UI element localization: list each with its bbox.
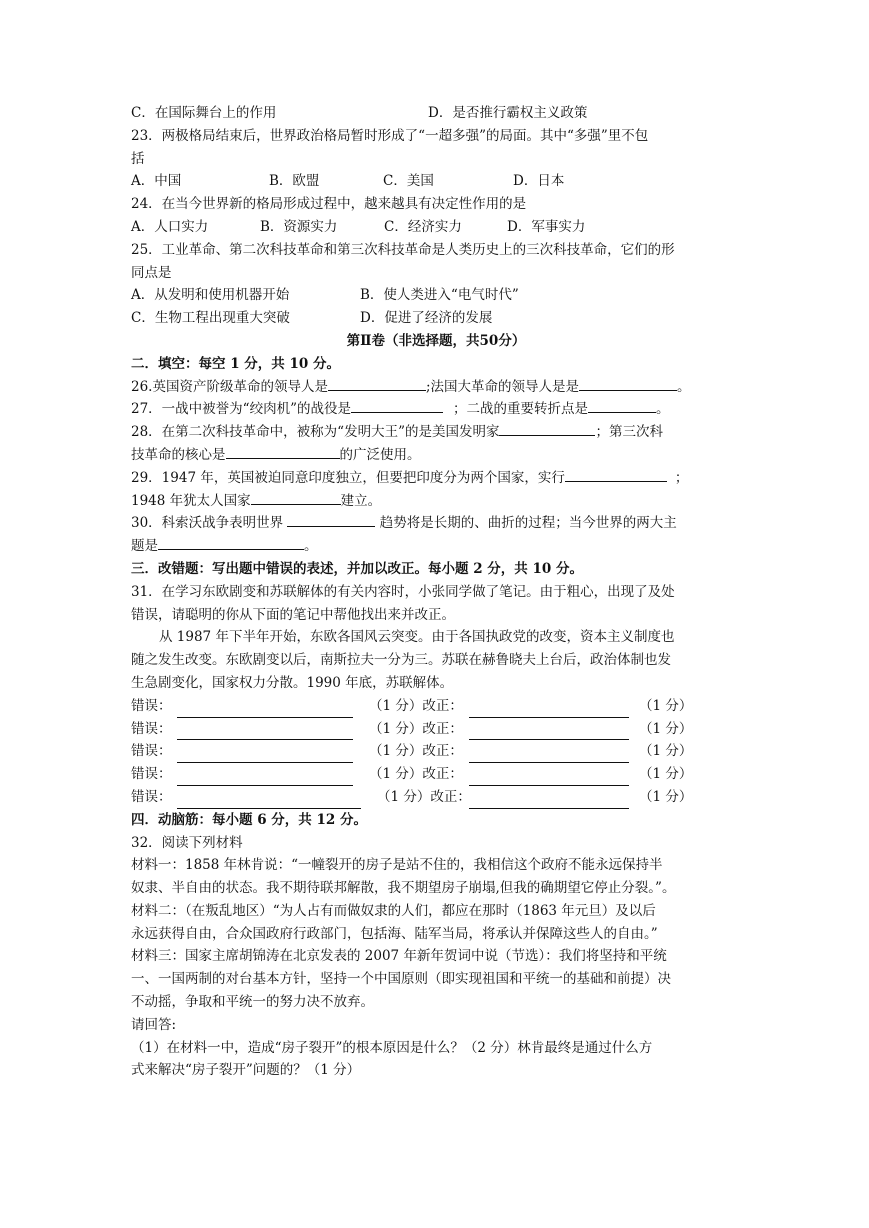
answer-blank[interactable]	[588, 398, 656, 413]
q22-options	[131, 102, 741, 125]
q23-stem: 23．两极格局结束后，世界政治格局暂时形成了“一超多强”的局面。其中“多强”里不包	[131, 127, 649, 144]
option-c: C．在国际舞台上的作用	[131, 105, 277, 121]
q27: 27．一战中被誉为“绞肉机”的战役是 ；二战的重要转折点是 。	[131, 398, 741, 421]
option-d: D．军事实力	[507, 218, 586, 235]
correction-blank[interactable]	[469, 703, 629, 718]
sub-question-1: （1）在材料一中，造成“房子裂开”的根本原因是什么？（2 分）林肯最终是通过什么方	[131, 1039, 653, 1056]
option-d: D．促进了经济的发展	[360, 310, 493, 327]
option-a: A．中国	[131, 173, 182, 190]
correction-row: 错误： （1 分）改正： （1 分）	[131, 695, 741, 718]
q31-passage-cont: 随之发生改变。东欧剧变以后，南斯拉夫一分为三。苏联在赫鲁晓夫上台后，政治体制也发	[131, 652, 671, 669]
correction-row: 错误： （1 分）改正： （1 分）	[131, 786, 741, 809]
q24-stem: 24．在当今世界新的格局形成过程中，越来越具有决定性作用的是	[131, 196, 527, 213]
error-blank[interactable]	[177, 748, 353, 763]
sub-question-1-cont: 式来解决“房子裂开”问题的？（1 分）	[131, 1062, 361, 1079]
option-b: B．使人类进入“电气时代”	[360, 287, 519, 304]
q25-stem-cont: 同点是	[131, 264, 172, 281]
answer-blank[interactable]	[565, 467, 667, 482]
answer-blank[interactable]	[251, 490, 341, 505]
correction-blank[interactable]	[469, 771, 629, 786]
q24-options	[131, 216, 741, 239]
option-b: B．欧盟	[269, 173, 320, 190]
q32-stem: 32．阅读下列材料	[131, 834, 243, 851]
option-d: D．是否推行霸权主义政策	[428, 105, 588, 121]
correction-row: 错误： （1 分）改正： （1 分）	[131, 740, 741, 763]
q31-stem-cont: 错误，请聪明的你从下面的笔记中帮他找出来并改正。	[131, 606, 455, 623]
correction-blank[interactable]	[469, 748, 629, 763]
correction-blank[interactable]	[469, 725, 629, 740]
section2-heading: 二．填空：每空 1 分，共 10 分。	[131, 355, 340, 372]
q25-options-ab	[131, 284, 741, 307]
error-blank[interactable]	[177, 794, 361, 809]
answer-blank[interactable]	[226, 444, 340, 459]
q30: 30．科索沃战争表明世界 趋势将是长期的、曲折的过程；当今世界的两大主	[131, 512, 741, 535]
section4-heading: 四．动脑筋：每小题 6 分，共 12 分。	[131, 811, 367, 828]
correction-row: 错误： （1 分）改正： （1 分）	[131, 763, 741, 786]
q28-cont: 技革命的核心是 的广泛使用。	[131, 444, 741, 467]
q31-passage: 从 1987 年下半年开始，东欧各国风云突变。由于各国执政党的改变，资本主义制度也	[159, 629, 675, 646]
option-d: D．日本	[513, 173, 565, 190]
material-2-cont: 永远获得自由，合众国政府行政部门，包括海、陆军当局，将承认并保障这些人的自由。”	[131, 925, 658, 942]
option-c: C．经济实力	[384, 218, 462, 235]
q25-options-cd	[131, 307, 741, 330]
answer-blank[interactable]	[158, 535, 304, 550]
material-3-end: 不动摇，争取和平统一的努力决不放弃。	[131, 994, 374, 1011]
answer-blank[interactable]	[287, 512, 375, 527]
answer-blank[interactable]	[579, 376, 677, 391]
correction-blank[interactable]	[469, 794, 629, 809]
q31-stem: 31．在学习东欧剧变和苏联解体的有关内容时，小张同学做了笔记。由于粗心，出现了及处	[131, 583, 675, 600]
error-blank[interactable]	[177, 703, 353, 718]
q23-stem-cont: 括	[131, 150, 145, 167]
q28: 28．在第二次科技革命中，被称为“发明大王”的是美国发明家 ；第三次科	[131, 421, 741, 444]
correction-row: 错误： （1 分）改正： （1 分）	[131, 718, 741, 741]
material-3: 材料三：国家主席胡锦涛在北京发表的 2007 年新年贺词中说（节选）：我们将坚持和平统	[131, 948, 667, 965]
part2-title: 第Ⅱ卷（非选择题，共50分）	[346, 332, 526, 349]
exam-page	[131, 102, 741, 1082]
q30-cont: 题是 。	[131, 535, 741, 558]
error-blank[interactable]	[177, 771, 353, 786]
answer-blank[interactable]	[328, 376, 426, 391]
section3-heading: 三．改错题：写出题中错误的表述，并加以改正。每小题 2 分，共 10 分。	[131, 560, 583, 577]
q26: 26.英国资产阶级革命的领导人是 ;法国大革命的领导人是是 。	[131, 376, 741, 399]
material-3-cont: 一、一国两制的对台基本方针，坚持一个中国原则（即实现祖国和平统一的基础和前提）决	[131, 971, 671, 988]
error-blank[interactable]	[177, 725, 353, 740]
material-1-cont: 奴隶、半自由的状态。我不期待联邦解散，我不期望房子崩塌,但我的确期望它停止分裂。”。	[131, 880, 676, 897]
option-a: A．从发明和使用机器开始	[131, 287, 290, 304]
answer-blank[interactable]	[499, 421, 595, 436]
q29: 29．1947 年，英国被迫同意印度独立，但要把印度分为两个国家，实行 ；	[131, 467, 741, 490]
material-2: 材料二：（在叛乱地区）“为人占有而做奴隶的人们，都应在那时（1863 年元旦）及以后	[131, 902, 656, 919]
answer-prompt: 请回答:	[131, 1016, 177, 1033]
answer-blank[interactable]	[351, 398, 443, 413]
option-c: C．美国	[383, 173, 434, 190]
option-a: A．人口实力	[131, 218, 209, 235]
option-c: C．生物工程出现重大突破	[131, 310, 290, 327]
q23-options	[131, 170, 741, 193]
q29-cont: 1948 年犹太人国家 建立。	[131, 490, 741, 513]
material-1: 材料一：1858 年林肯说：“一幢裂开的房子是站不住的，我相信这个政府不能永远保持半	[131, 857, 663, 874]
option-b: B．资源实力	[260, 218, 338, 235]
q31-passage-end: 生急剧变化，国家权力分散。1990 年底，苏联解体。	[131, 674, 454, 691]
q25-stem: 25．工业革命、第二次科技革命和第三次科技革命是人类历史上的三次科技革命，它们的形	[131, 241, 675, 258]
